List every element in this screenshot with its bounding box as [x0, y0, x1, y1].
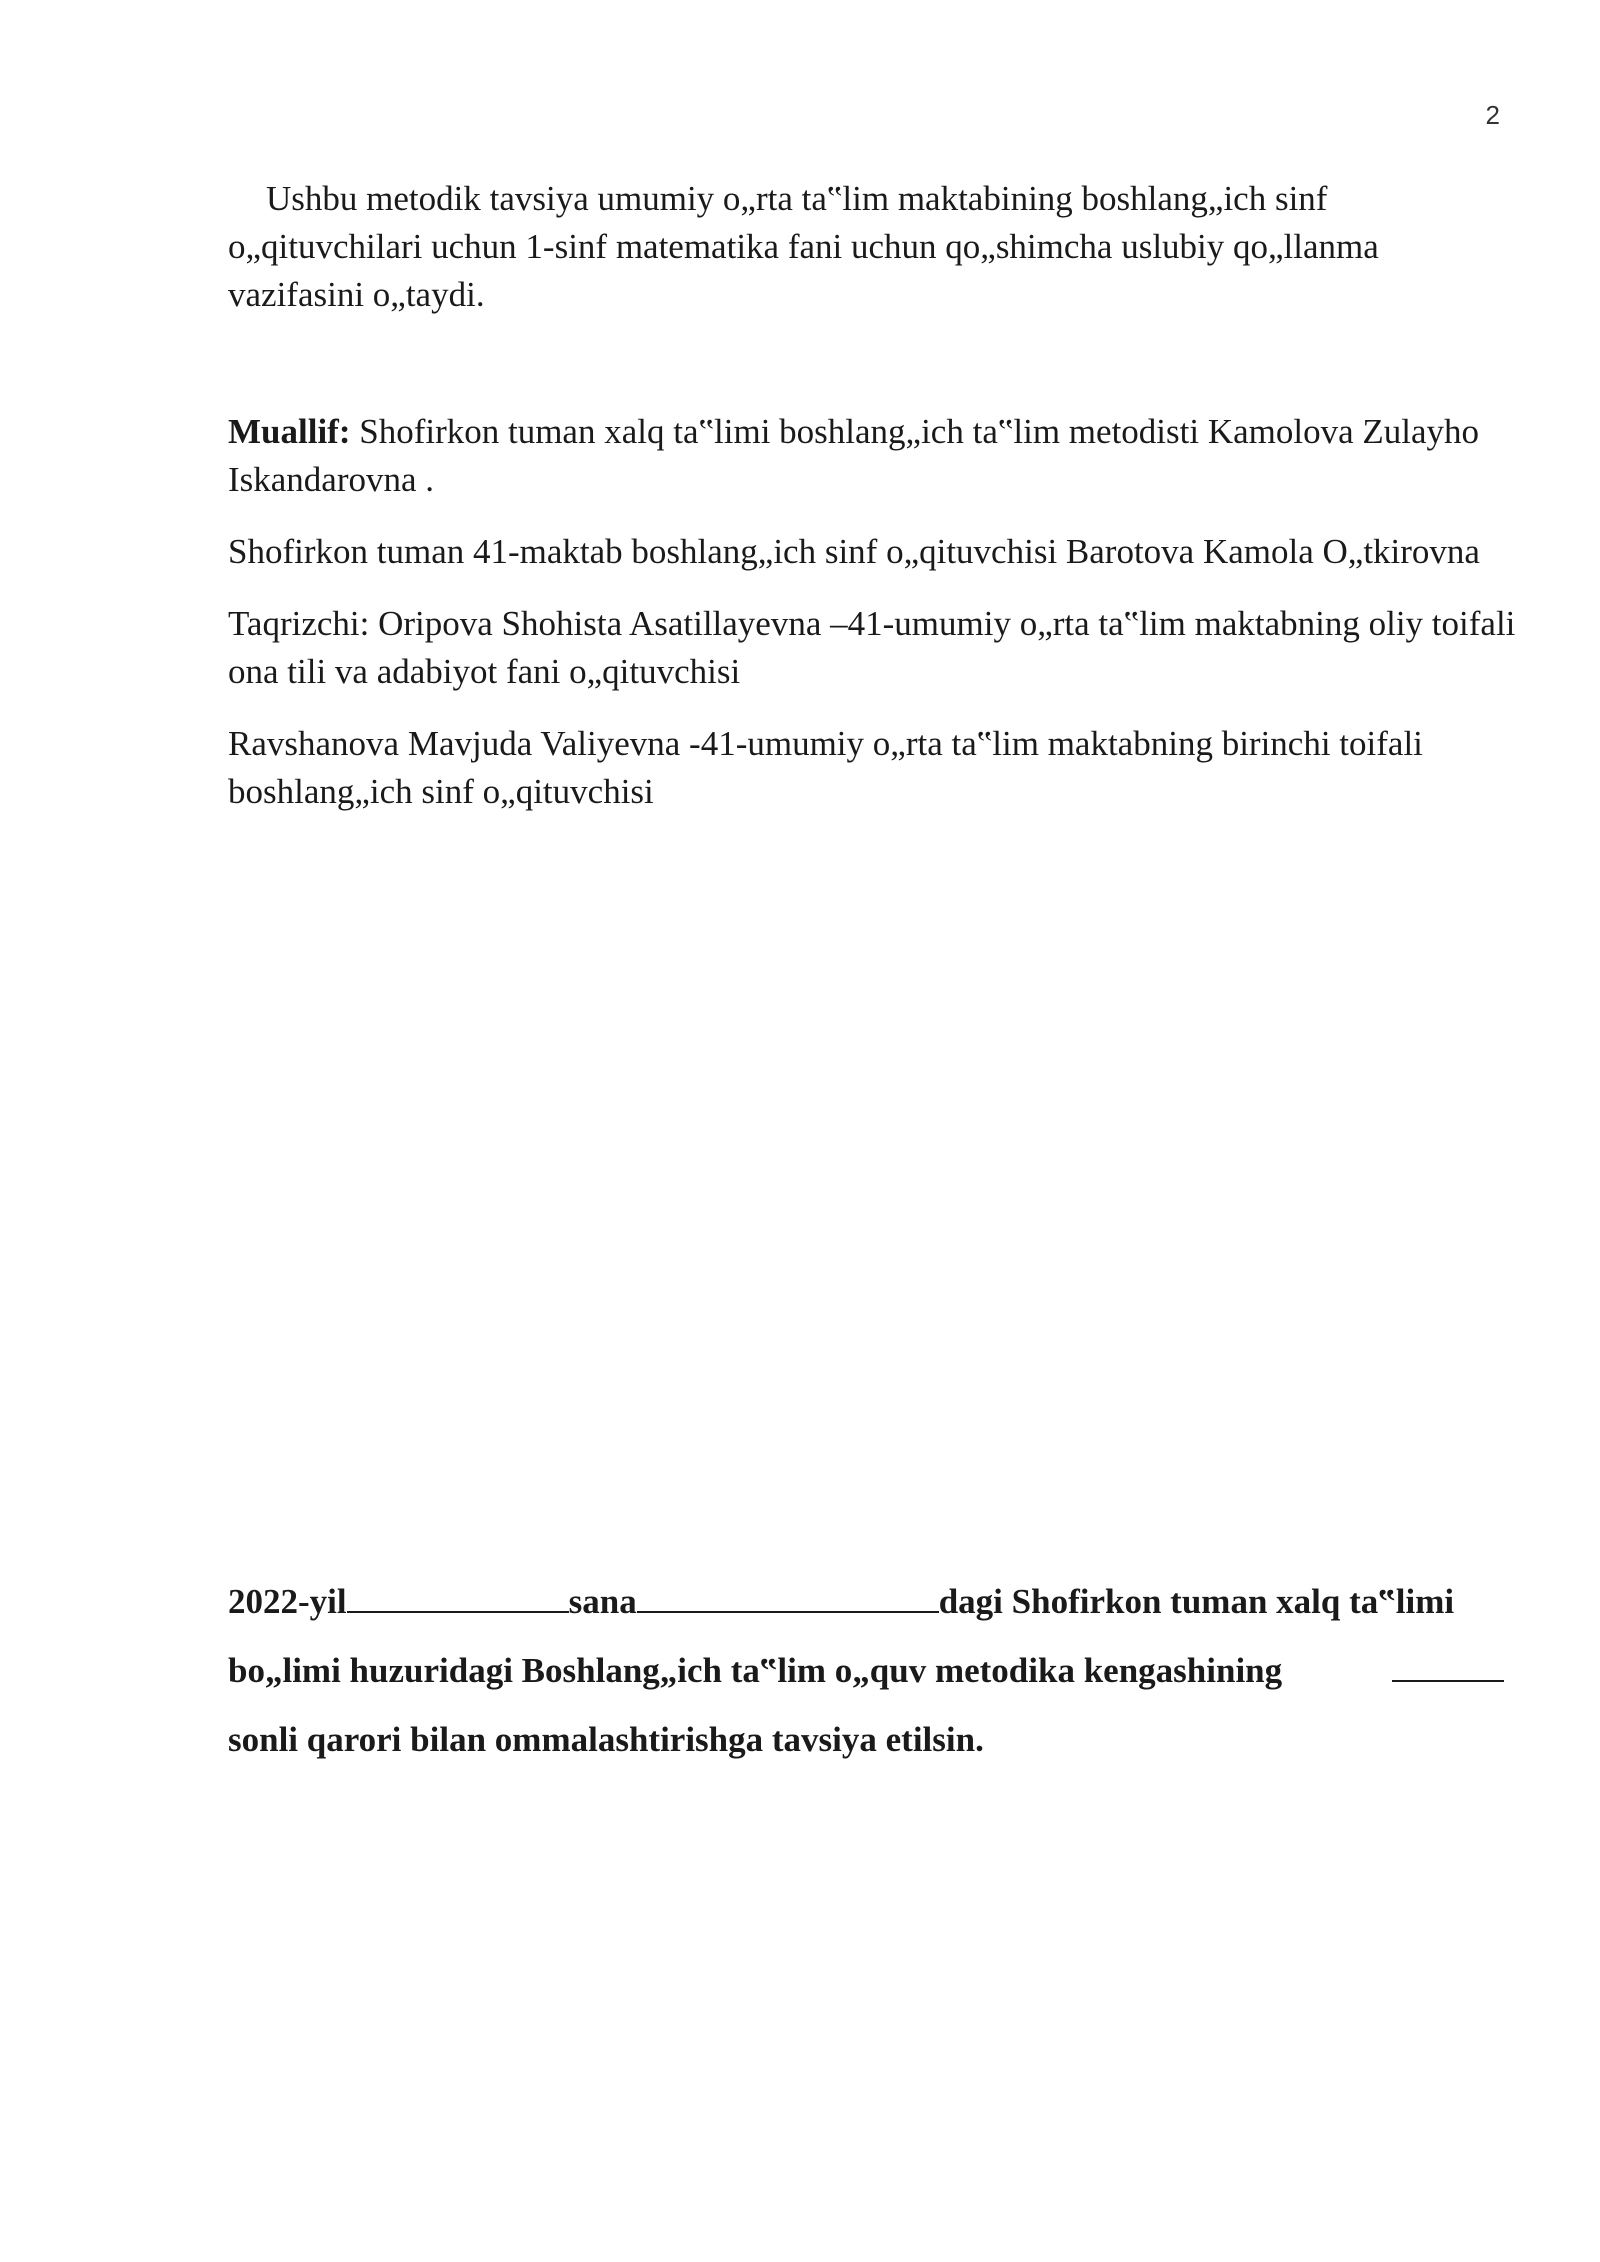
- author-1-paragraph: [228, 408, 1518, 504]
- year-blank-line: [347, 1581, 569, 1613]
- author-label: Muallif:: [228, 412, 351, 451]
- reviewer-2-paragraph: Ravshanova Mavjuda Valiyevna -41-umumiy o„rta ta‟lim maktabning birinchi toifali boshlang„ich sinf o„qituvchisi: [228, 724, 1423, 811]
- number-blank-line: [1392, 1650, 1504, 1682]
- authors-section: [228, 408, 1518, 840]
- page-number: 2: [1485, 100, 1500, 130]
- intro-paragraph: [228, 175, 1518, 319]
- approval-section: [228, 1567, 1518, 1774]
- approval-paragraph: [228, 1567, 1518, 1774]
- approval-year-text: 2022-yil: [228, 1582, 347, 1621]
- approval-end-text: sonli qarori bilan ommalashtirishga tavsiya etilsin.: [228, 1720, 984, 1759]
- reviewer-1-paragraph: Taqrizchi: Oripova Shohista Asatillayevna –41-umumiy o„rta ta‟lim maktabning oliy toifali ona tili va adabiyot fani o„qituvchisi: [228, 604, 1516, 691]
- author-1-text: Shofirkon tuman xalq ta‟limi boshlang„ich ta‟lim metodisti Kamolova Zulayho Iskandarovna .: [228, 412, 1480, 499]
- approval-date-text: sana: [568, 1582, 637, 1621]
- date-blank-line: [637, 1581, 939, 1613]
- approval-body-text: dagi Shofirkon tuman xalq ta‟limi bo„limi huzuridagi Boshlang„ich ta‟lim o„quv metodika kengashining: [228, 1582, 1455, 1690]
- intro-section: [228, 175, 1518, 319]
- intro-text: Ushbu metodik tavsiya umumiy o„rta ta‟lim maktabining boshlang„ich sinf o„qituvchilari uchun 1-sinf matematika fani uchun qo„shimcha uslubiy qo„llanma vazifasini o„taydi.: [228, 179, 1379, 314]
- author-2-paragraph: Shofirkon tuman 41-maktab boshlang„ich sinf o„qituvchisi Barotova Kamola O„tkirovna: [228, 532, 1480, 571]
